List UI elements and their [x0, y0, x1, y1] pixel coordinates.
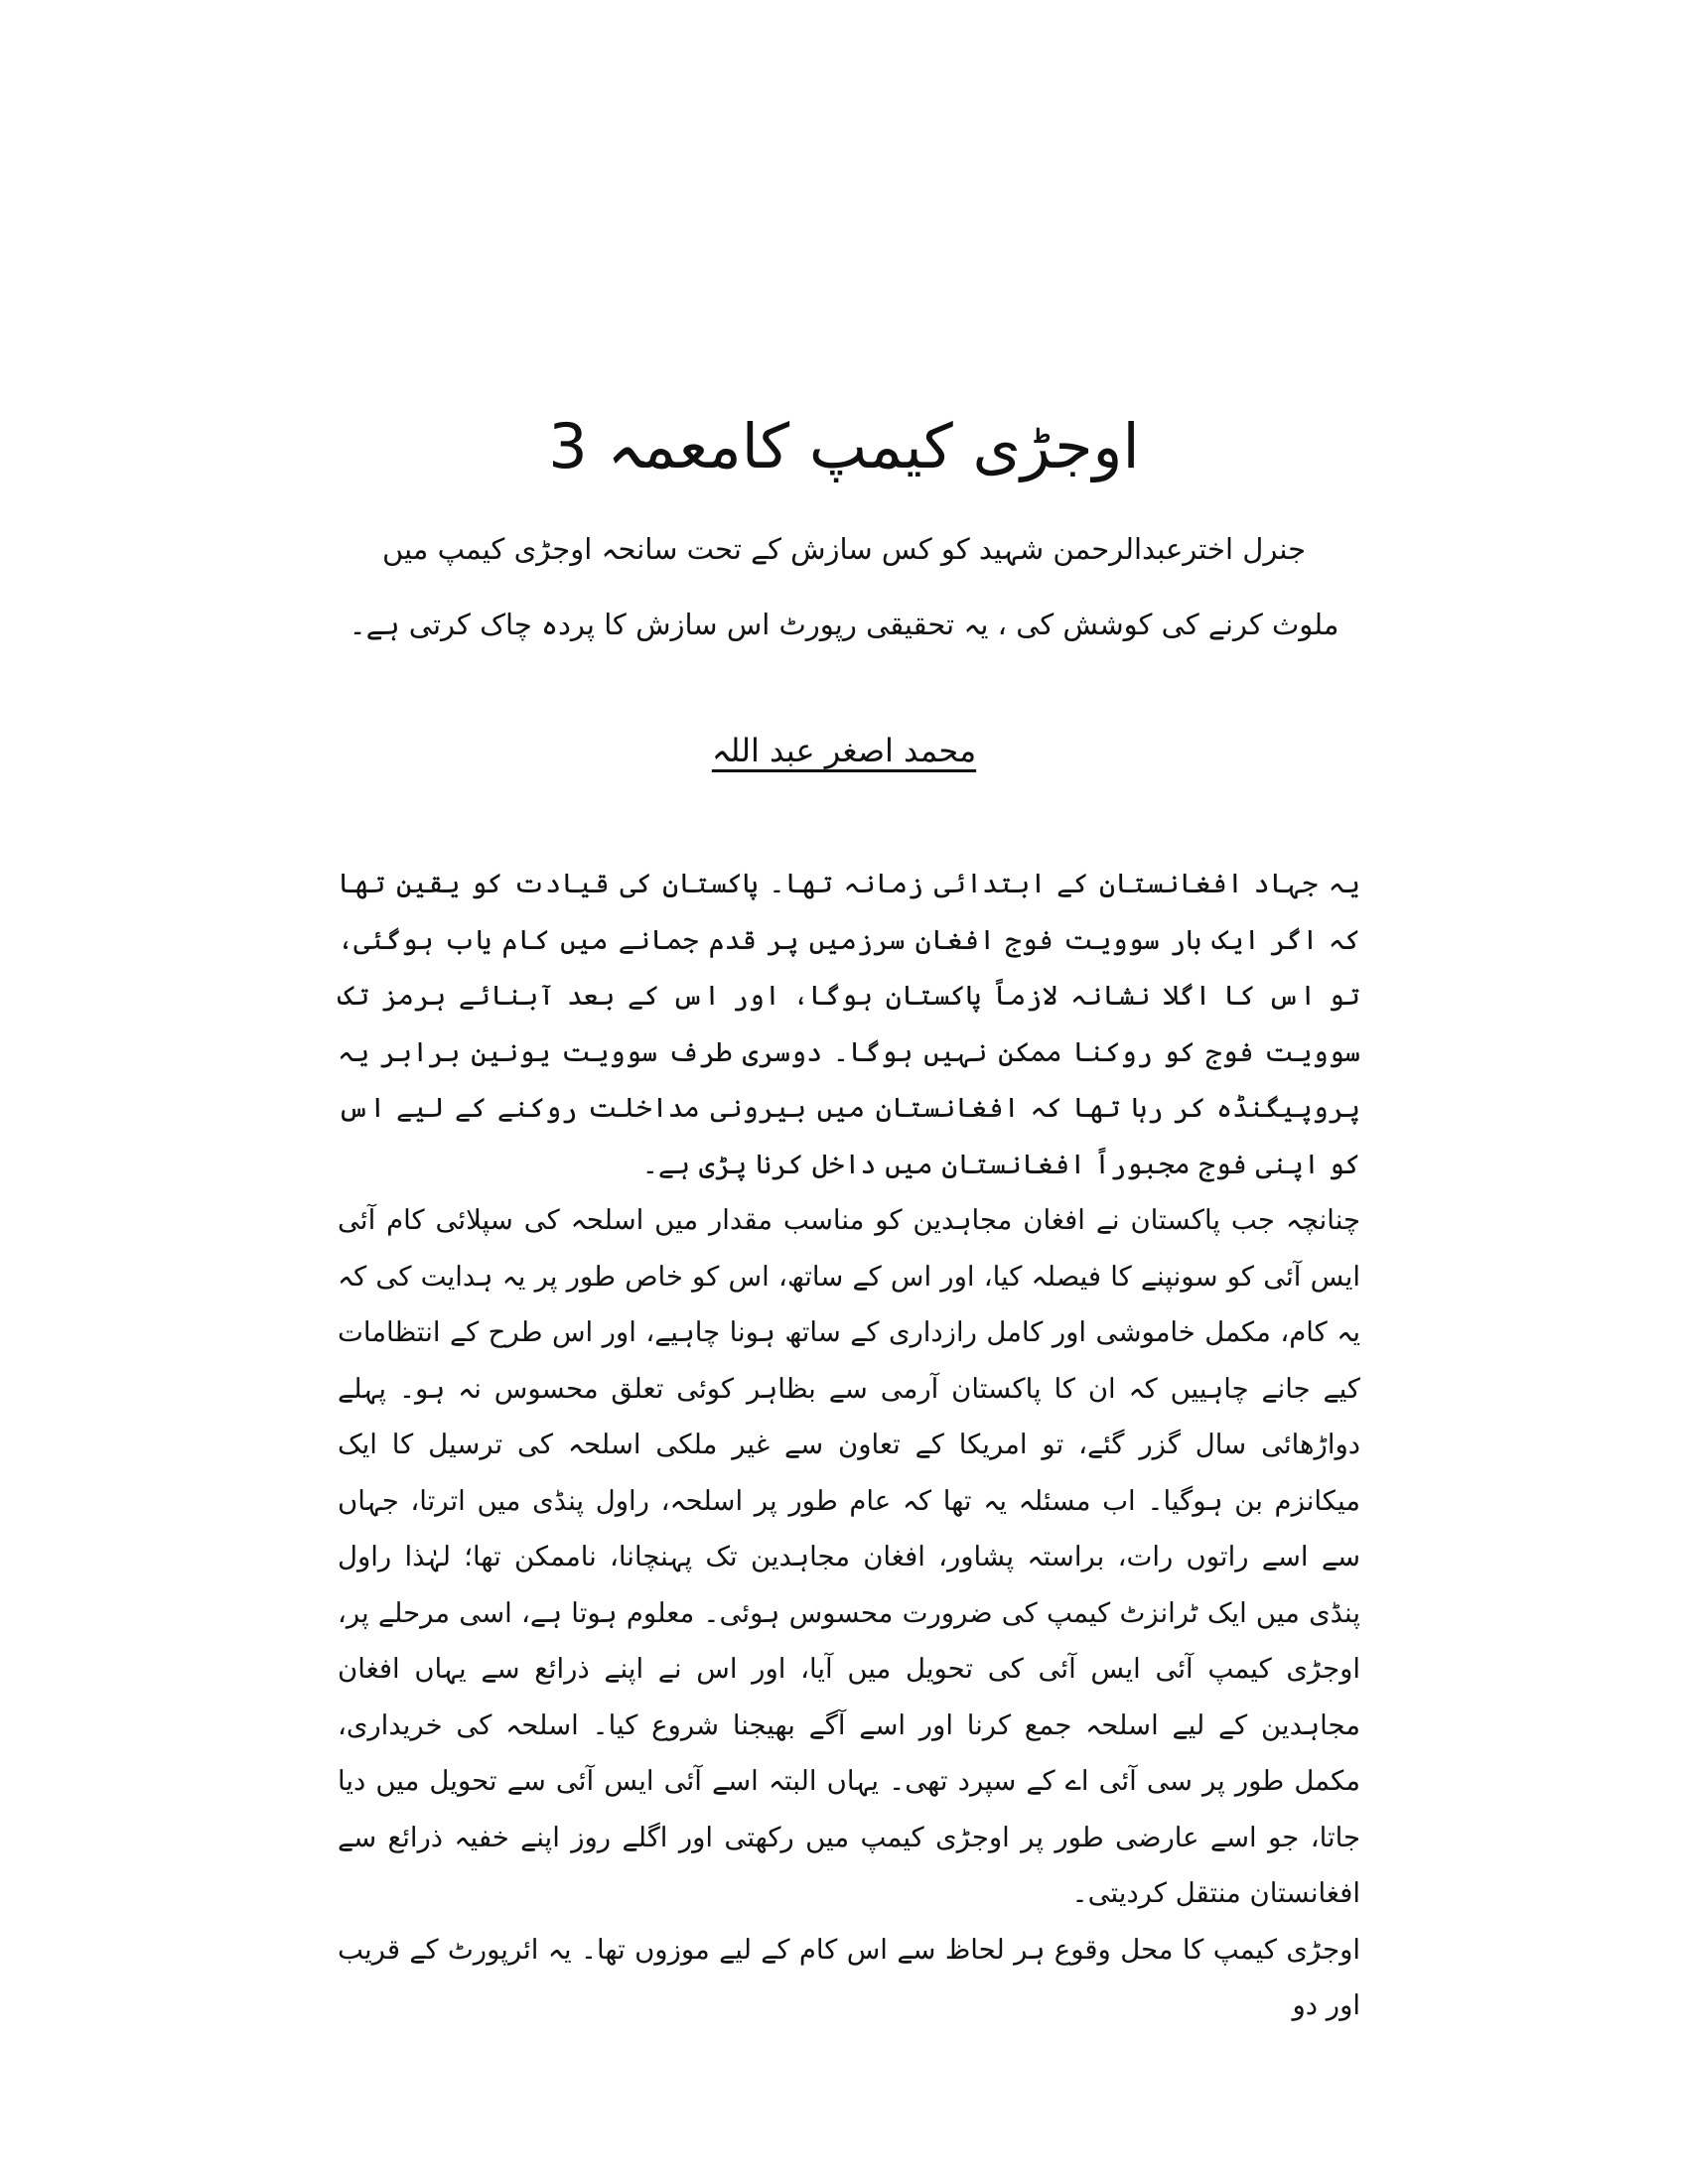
subtitle: [298, 511, 1390, 662]
article-body: [338, 856, 1360, 2034]
paragraph: یہ جہاد افغانستان کے ابتدائی زمانہ تھا۔ پاکستان کی قیادت کو یقین تھا کہ اگر ایک بار سوویت فوج افغان سرزمیں پر قدم جمانے میں کام یاب ہوگئی، تو اس کا اگلا نشانہ لازماً پاکستان ہوگا، اور اس کے بعد آبنائے ہرمز تک سوویت فوج کو روکنا ممکن نہیں ہوگا۔ دوسری طرف سوویت یونین برابر یہ پروپیگنڈہ کر رہا تھا کہ افغانستان میں بیرونی مداخلت روکنے کے لیے اس کو اپنی فوج مجبوراً افغانستان میں داخل کرنا پڑی ہے۔: [338, 868, 1360, 1180]
subtitle-line: ملوث کرنے کی کوشش کی ، یہ تحقیقی رپورٹ اس سازش کا پردہ چاک کرتی ہے۔: [349, 608, 1339, 641]
subtitle-line: جنرل اخترعبدالرحمن شہید کو کس سازش کے تحت سانحہ اوجڑی کیمپ میں: [381, 532, 1307, 566]
author-name: محمد اصغر عبد اللہ: [711, 732, 977, 769]
paragraph: چنانچہ جب پاکستان نے افغان مجاہدین کو مناسب مقدار میں اسلحہ کی سپلائی کام آئی ایس آئی کو سونپنے کا فیصلہ کیا، اور اس کے ساتھ، اس کو خاص طور پر یہ ہدایت کی کہ یہ کام، مکمل خاموشی اور کامل رازداری کے ساتھ ہونا چاہیے، اور اس طرح کے انتظامات کیے جانے چاہییں کہ ان کا پاکستان آرمی سے بظاہر کوئی تعلق محسوس نہ ہو۔ پہلے دواڑھائی سال گزر گئے، تو امریکا کے تعاون سے غیر ملکی اسلحہ کی ترسیل کا ایک میکانزم بن ہوگیا۔ اب مسئلہ یہ تھا کہ عام طور پر اسلحہ، راول پنڈی میں اترتا، جہاں سے اسے راتوں رات، براستہ پشاور، افغان مجاہدین تک پہنچانا، ناممکن تھا؛ لہٰذا راول پنڈی میں ایک ٹرانزٹ کیمپ کی ضرورت محسوس ہوئی۔ معلوم ہوتا ہے، اسی مرحلے پر، اوجڑی کیمپ آئی ایس آئی کی تحویل میں آیا، اور اس نے اپنے ذرائع سے یہاں افغان مجاہدین کے لیے اسلحہ جمع کرنا اور اسے آگے بھیجنا شروع کیا۔ اسلحہ کی خریداری، مکمل طور پر سی آئی اے کے سپرد تھی۔ یہاں البتہ اسے آئی ایس آئی سے تحویل میں دیا جاتا، جو اسے عارضی طور پر اوجڑی کیمپ میں رکھتی اور اگلے روز اپنے خفیہ ذرائع سے افغانستان منتقل کردیتی۔: [338, 1204, 1360, 1909]
paragraph: اوجڑی کیمپ کا محل وقوع ہر لحاظ سے اس کام کے لیے موزوں تھا۔ یہ ائرپورٹ کے قریب اور دو: [338, 1933, 1360, 2021]
author-byline: [298, 723, 1390, 778]
page-title: اوجڑی کیمپ کامعمہ 3: [548, 410, 1140, 482]
